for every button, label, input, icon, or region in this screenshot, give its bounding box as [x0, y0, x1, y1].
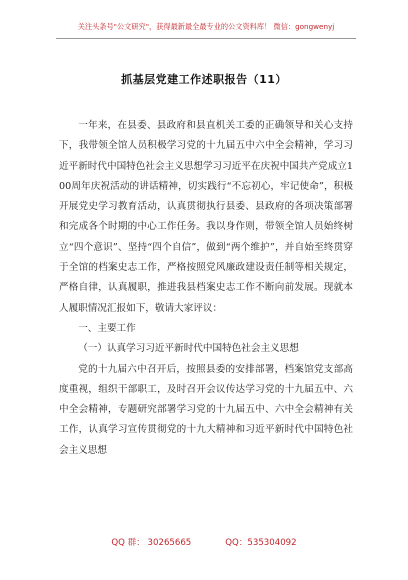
document-title: 抓基层党建工作述职报告（11）	[121, 73, 287, 86]
section-heading: 一、主要工作	[78, 322, 136, 334]
footer-contact	[0, 536, 408, 548]
footer-qq-group: QQ 群： 30265665	[111, 538, 192, 548]
document-body	[59, 116, 353, 461]
header-banner: 关注头条号"公文研究"，获得最新最全最专业的公文资料库！ 微信：gongwenyj	[77, 22, 335, 31]
footer-qq: QQ：535304092	[225, 538, 297, 548]
intro-paragraph: 一年来，在县委、县政府和县直机关工委的正确领导和关心支持下，我带领全馆人员积极学习党的十九届五中六中全会精神，学习习近平新时代中国特色社会主义思想学习习近平在庆祝中国共产党成立100周年庆祝活动的讲话精神，切实践行“不忘初心，牢记使命”，积极开展党史学习教育活动，认真贯彻执行县委、县政府的各项决策部署和完成各个时期的中心工作任务。我以身作则，带领全馆人员始终树立“四个意识”、坚持“四个自信”，做到“两个维护”，并自始至终贯穿于全馆的档案史志工作，严格按照党风廉政建设责任制等相关规定，严格自律，认真履职，推进我县档案史志工作不断向前发展。现就本人履职情况汇报如下，敬请大家评议：	[59, 120, 353, 314]
body-paragraph: 党的十九届六中召开后，按照县委的安排部署，档案馆党支部高度重视，组织干部职工，及时召开会议传达学习党的十九届五中、六中全会精神，专题研究部署学习党的十九届五中、六中全会精神有关工作，认真学习宣传贯彻党的十九大精神和习近平新时代中国特色社会主义思想	[59, 363, 353, 456]
subsection-heading: （一）认真学习习近平新时代中国特色社会主义思想	[78, 343, 299, 355]
header-divider	[56, 38, 356, 39]
